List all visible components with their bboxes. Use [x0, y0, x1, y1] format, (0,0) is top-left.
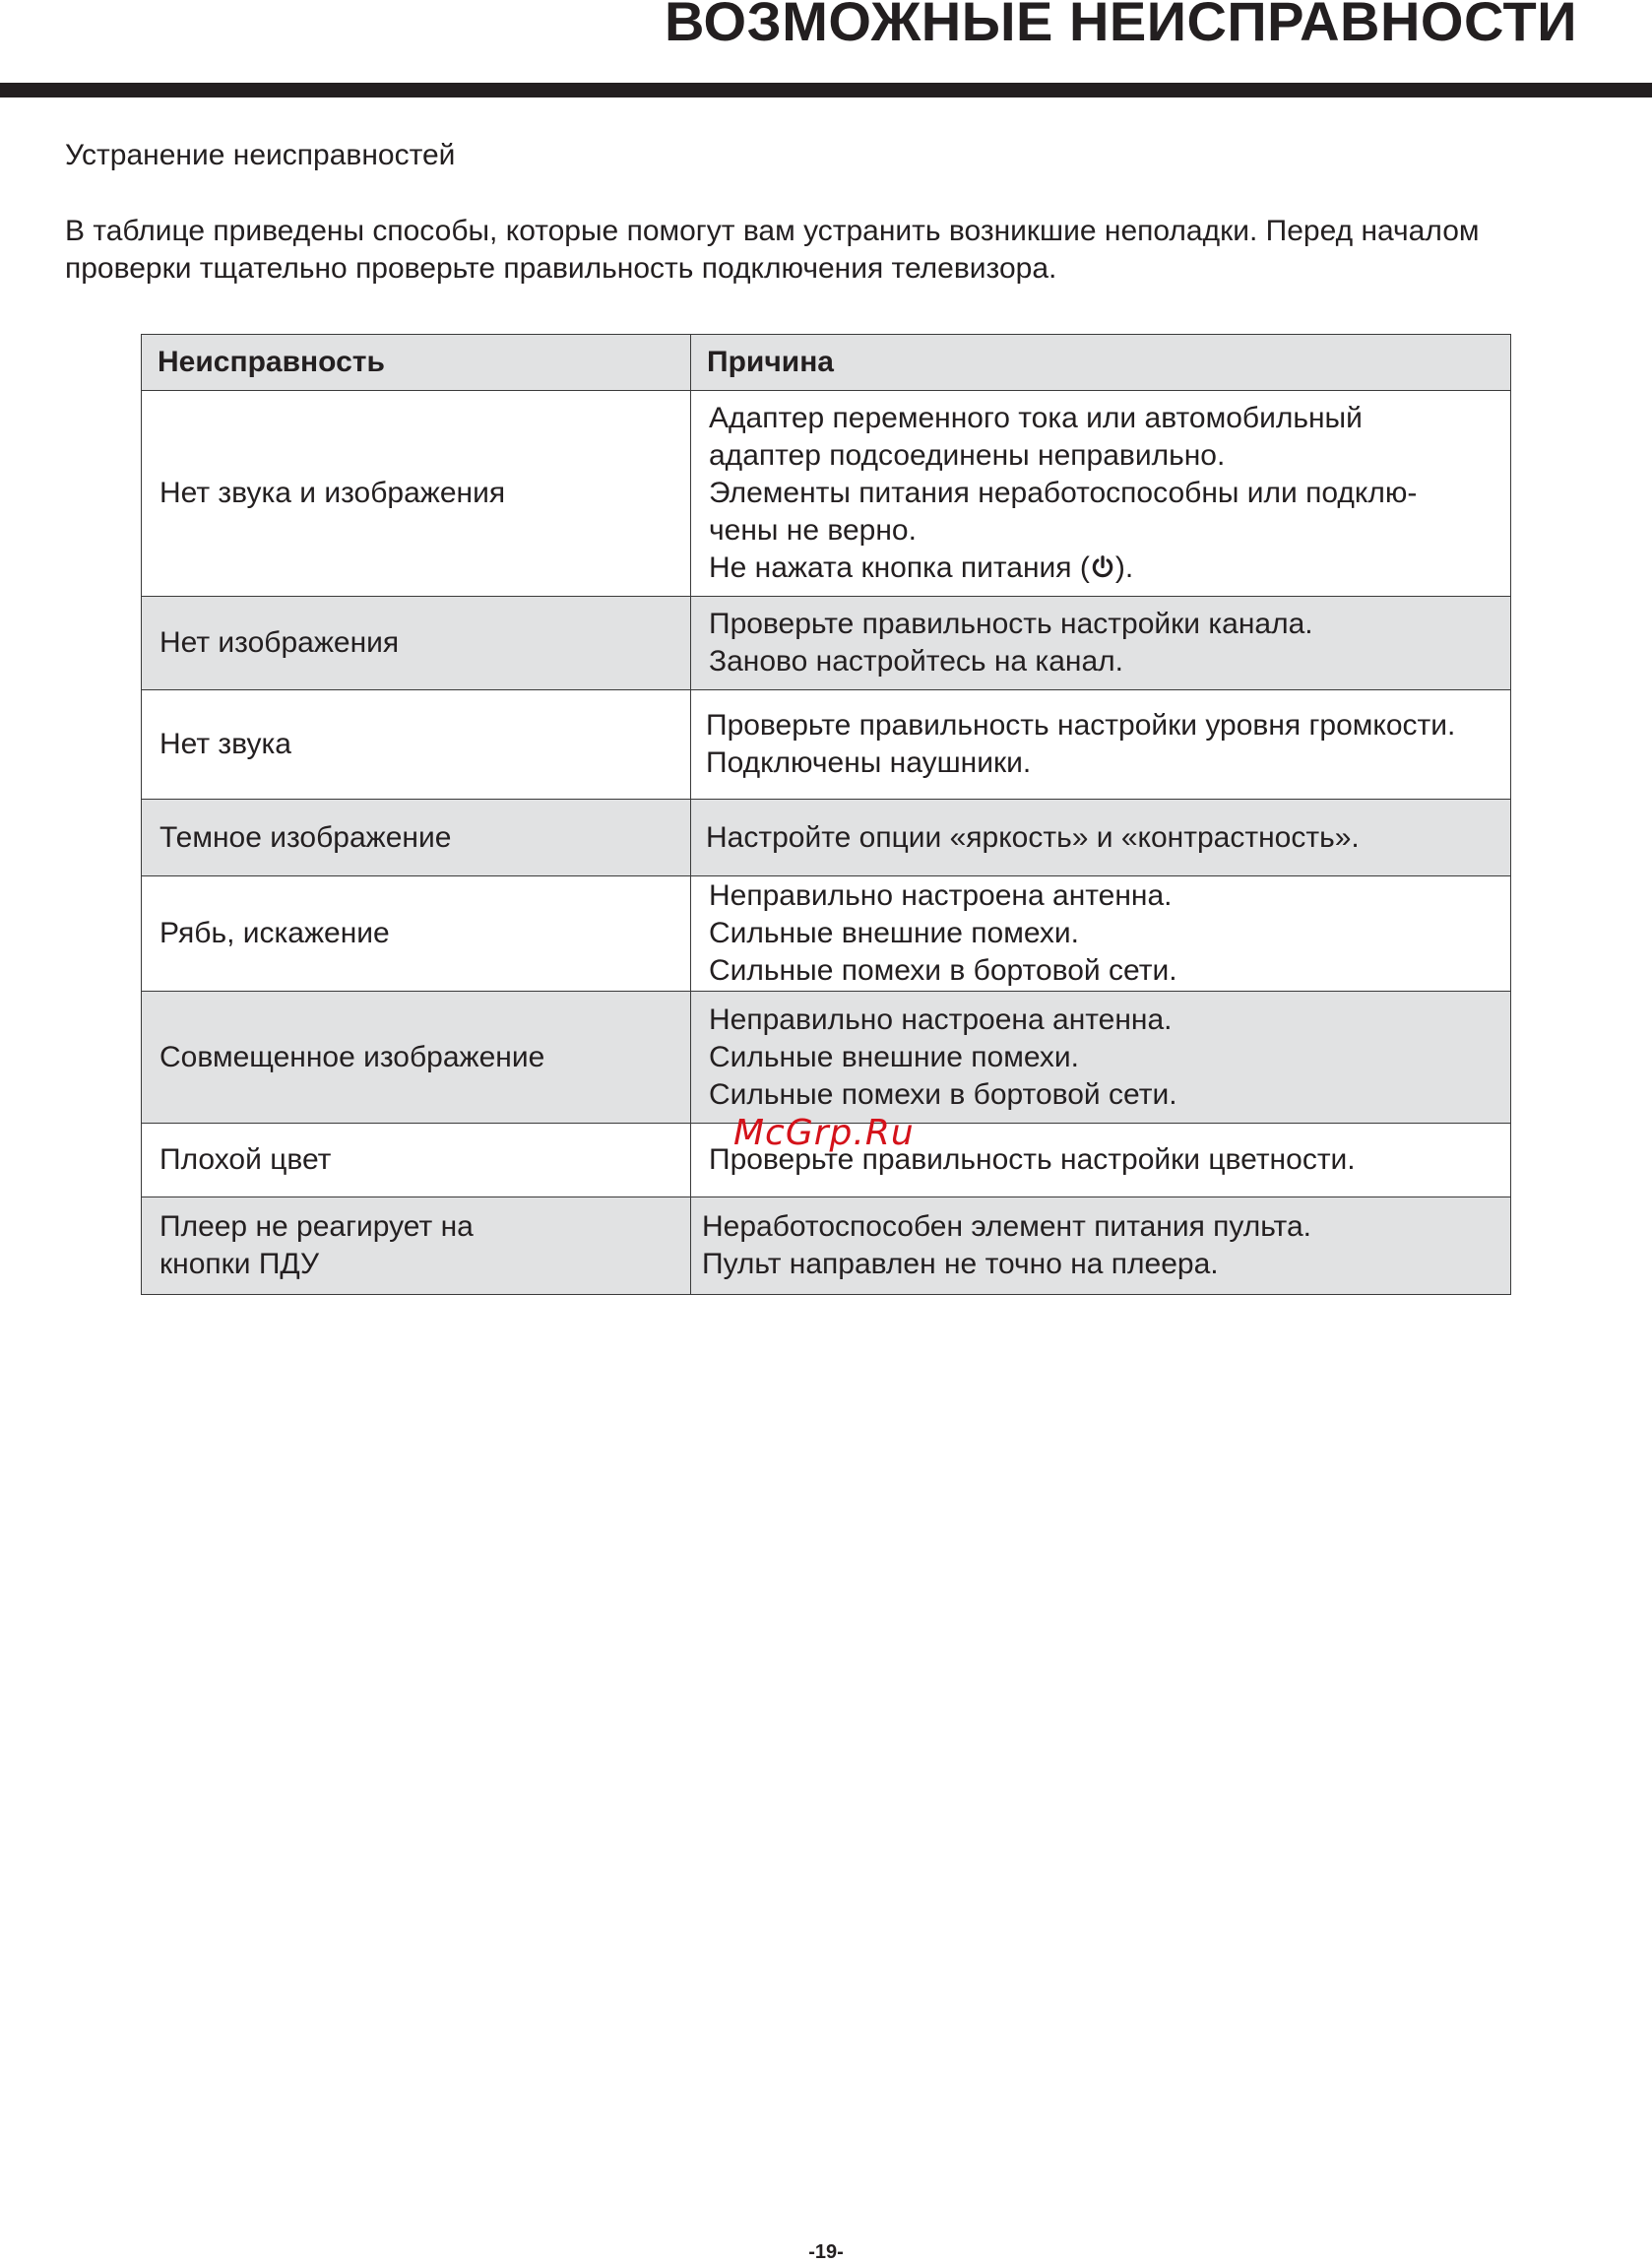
cause-line: Элементы питания неработоспособны или подклю-	[709, 477, 1418, 509]
cause-line: Сильные внешние помехи.	[709, 1040, 1079, 1073]
header-fault: Неисправность	[142, 335, 691, 391]
cause-line: Сильные помехи в бортовой сети.	[709, 1077, 1177, 1111]
cause-line-with-icon	[709, 550, 1493, 587]
cause-cell	[691, 391, 1511, 597]
cause-line: Подключены наушники.	[706, 746, 1032, 779]
table-row	[142, 800, 1511, 876]
table-header-row	[142, 335, 1511, 391]
fault-cell: Совмещенное изображение	[142, 992, 691, 1124]
table-row	[142, 391, 1511, 597]
cause-line: Настройте опции «яркость» и «контрастность».	[706, 820, 1360, 854]
cause-line: Пульт направлен не точно на плеера.	[702, 1248, 1219, 1280]
cause-line: Сильные помехи в бортовой сети.	[709, 954, 1177, 987]
fault-line: кнопки ПДУ	[159, 1248, 320, 1280]
page-title: ВОЗМОЖНЫЕ НЕИСПРАВНОСТИ	[665, 0, 1577, 52]
table-row	[142, 876, 1511, 992]
cause-line-suffix: ).	[1114, 551, 1134, 584]
fault-cell: Темное изображение	[142, 800, 691, 876]
cause-line: Проверьте правильность настройки уровня громкости.	[706, 709, 1456, 742]
fault-cell: Нет изображения	[142, 597, 691, 690]
cause-cell	[691, 992, 1511, 1124]
header-cause: Причина	[691, 335, 1511, 391]
page-number: -19-	[808, 2241, 844, 2263]
fault-cell: Рябь, искажение	[142, 876, 691, 992]
intro-paragraph: В таблице приведены способы, которые помогут вам устранить возникшие неполадки. Перед началом проверки тщательно проверьте правильность подключения телевизора.	[65, 215, 1480, 285]
table-row	[142, 597, 1511, 690]
cause-line: Неправильно настроена антенна.	[709, 879, 1173, 912]
cause-line: Заново настройтесь на канал.	[709, 645, 1123, 678]
watermark: McGrp.Ru	[733, 1113, 915, 1153]
cause-line: Адаптер переменного тока или автомобильный	[709, 402, 1363, 434]
title-rule	[0, 83, 1652, 97]
cause-line: Проверьте правильность настройки канала.	[709, 608, 1313, 640]
cause-cell	[691, 876, 1511, 992]
cause-line-text: Не нажата кнопка питания (	[709, 551, 1090, 584]
table-row	[142, 992, 1511, 1124]
cause-line: Сильные внешние помехи.	[709, 917, 1079, 949]
fault-line: Плеер не реагирует на	[159, 1210, 474, 1243]
cause-cell	[691, 1197, 1511, 1295]
table-row	[142, 690, 1511, 800]
cause-line: адаптер подсоединены неправильно.	[709, 439, 1226, 472]
cause-line: чены не верно.	[709, 514, 917, 547]
cause-line: Неправильно настроена антенна.	[709, 1003, 1173, 1036]
cause-line: Неработоспособен элемент питания пульта.	[702, 1210, 1311, 1243]
fault-cell	[142, 1197, 691, 1295]
cause-cell	[691, 597, 1511, 690]
fault-cell: Плохой цвет	[142, 1124, 691, 1197]
table-row	[142, 1197, 1511, 1295]
fault-cell: Нет звука	[142, 690, 691, 800]
section-subtitle: Устранение неисправностей	[65, 139, 456, 171]
fault-cell: Нет звука и изображения	[142, 391, 691, 597]
cause-line: Проверьте правильность настройки цветности.	[709, 1143, 1356, 1176]
power-icon	[1090, 554, 1115, 580]
cause-cell	[691, 690, 1511, 800]
cause-cell	[691, 800, 1511, 876]
